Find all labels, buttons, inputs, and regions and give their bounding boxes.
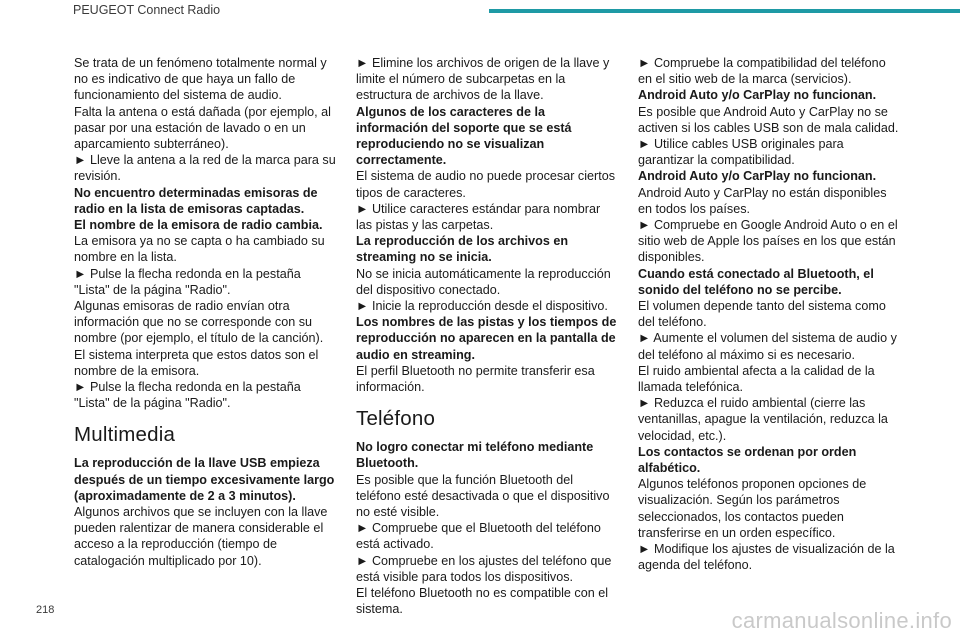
body-paragraph: Se trata de un fenómeno totalmente normal y no es indicativo de que haya un fallo de funcionamiento del sistema de audio. (74, 56, 327, 103)
action-step: ► Compruebe que el Bluetooth del teléfono está activado. (356, 521, 601, 552)
body-paragraph: El teléfono Bluetooth no es compatible con el sistema. (356, 586, 609, 617)
action-step: ► Modifique los ajustes de visualización de la agenda del teléfono. (638, 542, 895, 573)
section-heading: Teléfono (356, 407, 436, 431)
issue-heading: Algunos de los caracteres de la información del soporte que se está reproduciendo no se visualizan correctamente. (356, 104, 572, 168)
issue-heading: Android Auto y/o CarPlay no funcionan. (638, 169, 877, 184)
action-step: ► Aumente el volumen del sistema de audio y del teléfono al máximo si es necesario. (638, 331, 897, 362)
issue-heading: Los nombres de las pistas y los tiempos de reproducción no aparecen en la pantalla de audio en streaming. (356, 315, 617, 362)
issue-heading: Cuando está conectado al Bluetooth, el sonido del teléfono no se percibe. (638, 266, 874, 297)
page-number: 218 (36, 604, 55, 616)
action-step: ► Lleve la antena a la red de la marca para su revisión. (74, 153, 336, 184)
action-step: ► Compruebe la compatibilidad del teléfono en el sitio web de la marca (servicios). (638, 56, 886, 87)
body-paragraph: El perfil Bluetooth no permite transferir esa información. (356, 363, 595, 395)
body-paragraph: Falta la antena o está dañada (por ejemplo, al pasar por una estación de lavado o en un aparcamiento subterráneo). (74, 104, 331, 152)
body-paragraph: Es posible que Android Auto y CarPlay no se activen si los cables USB son de mala calidad. (638, 104, 899, 135)
action-step: ► Pulse la flecha redonda en la pestaña "Lista" de la página "Radio". (74, 380, 301, 411)
body-paragraph: El sistema interpreta que estos datos son el nombre de la emisora. (74, 347, 319, 378)
issue-heading: No encuentro determinadas emisoras de radio en la lista de emisoras captadas. (74, 185, 318, 216)
issue-heading: Los contactos se ordenan por orden alfabético. (638, 444, 857, 476)
action-step: ► Pulse la flecha redonda en la pestaña "Lista" de la página "Radio". (74, 266, 301, 297)
body-paragraph: El sistema de audio no puede procesar ciertos tipos de caracteres. (356, 169, 616, 200)
action-step: ► Compruebe en los ajustes del teléfono que está visible para todos los dispositivos. (356, 553, 612, 584)
body-paragraph: Android Auto y CarPlay no están disponibles en todos los países. (638, 185, 887, 216)
body-paragraph: La emisora ya no se capta o ha cambiado su nombre en la lista. (74, 234, 325, 265)
header-accent-bar (489, 9, 960, 13)
action-step: ► Reduzca el ruido ambiental (cierre las ventanillas, apague la ventilación, reduzca la velocidad, etc.). (638, 396, 888, 443)
watermark-text: carmanualsonline.info (731, 608, 952, 633)
issue-heading: La reproducción de los archivos en streaming no se inicia. (356, 234, 569, 265)
body-paragraph: Algunas emisoras de radio envían otra información que no se corresponde con su nombre (por ejemplo, el título de la canción). (74, 299, 324, 346)
action-step: ► Compruebe en Google Android Auto o en el sitio web de Apple los países en los que están disponibles. (638, 218, 898, 265)
body-paragraph: El volumen depende tanto del sistema como del teléfono. (638, 299, 886, 330)
action-step: ► Inicie la reproducción desde el dispositivo. (356, 299, 608, 314)
issue-heading: Android Auto y/o CarPlay no funcionan. (638, 88, 877, 103)
section-heading: Multimedia (74, 423, 176, 447)
column-2 (356, 55, 618, 618)
body-paragraph: Algunos archivos que se incluyen con la llave pueden ralentizar de manera considerable el acceso a la reproducción (tiempo de catalogación multiplicado por 10). (74, 505, 328, 568)
issue-heading: La reproducción de la llave USB empieza después de un tiempo excesivamente largo (aproximadamente de 2 a 3 minutos). (74, 456, 335, 503)
body-paragraph: El ruido ambiental afecta a la calidad de la llamada telefónica. (638, 363, 875, 395)
action-step: ► Utilice caracteres estándar para nombrar las pistas y las carpetas. (356, 201, 601, 233)
issue-heading: El nombre de la emisora de radio cambia. (74, 218, 323, 233)
issue-heading: No logro conectar mi teléfono mediante Bluetooth. (356, 440, 594, 471)
body-paragraph: Algunos teléfonos proponen opciones de visualización. Según los parámetros seleccionados, los contactos pueden transferirse en un orden específico. (638, 477, 867, 540)
body-paragraph: Es posible que la función Bluetooth del teléfono esté desactivada o que el dispositivo no esté visible. (356, 472, 610, 520)
column-1 (74, 55, 336, 569)
column-3 (638, 55, 900, 574)
running-header-title: PEUGEOT Connect Radio (73, 3, 221, 17)
action-step: ► Elimine los archivos de origen de la llave y limite el número de subcarpetas en la estructura de archivos de la llave. (356, 56, 610, 103)
body-paragraph: No se inicia automáticamente la reproducción del dispositivo conectado. (356, 266, 611, 297)
action-step: ► Utilice cables USB originales para garantizar la compatibilidad. (638, 137, 844, 168)
